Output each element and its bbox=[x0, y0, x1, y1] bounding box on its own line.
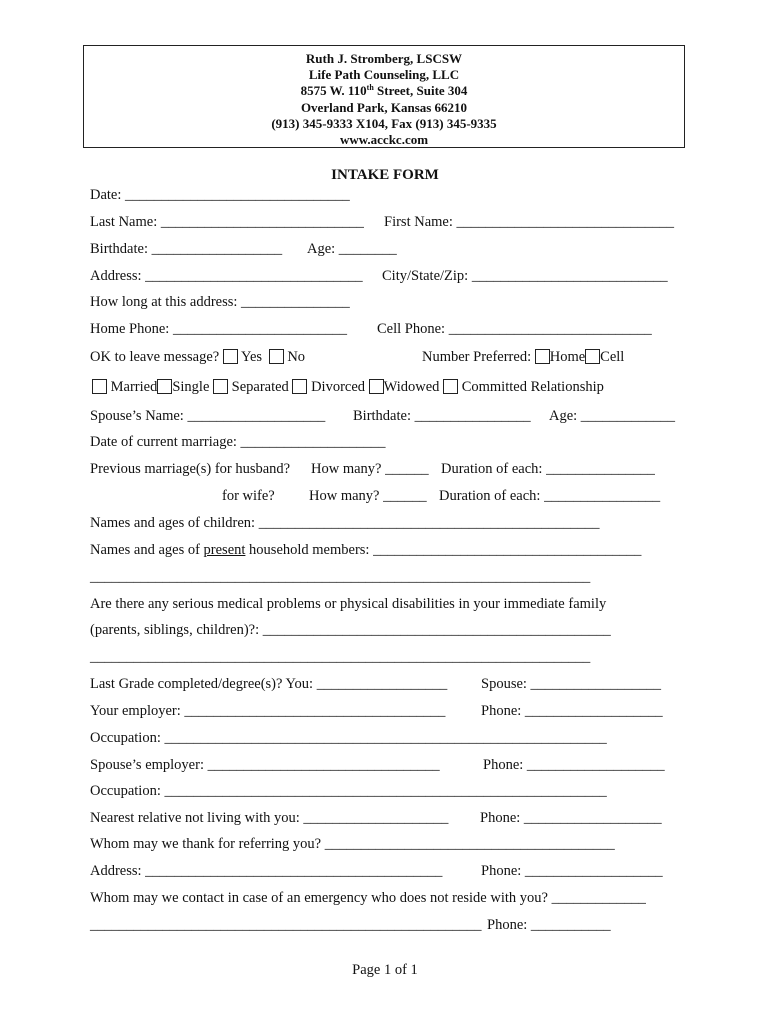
address-field[interactable]: Address: ______________________________ bbox=[90, 268, 363, 284]
first-name-field[interactable]: First Name: ______________________________ bbox=[384, 214, 674, 230]
committed-checkbox[interactable] bbox=[443, 379, 458, 394]
for-wife-label: for wife? bbox=[222, 488, 275, 504]
spouse-occupation-field[interactable]: Occupation: _____________________________________________________________ bbox=[90, 783, 607, 799]
website: www.acckc.com bbox=[339, 132, 429, 148]
nearest-relative-field[interactable]: Nearest relative not living with you: ____________________ bbox=[90, 810, 449, 826]
phone-fax: (913) 345-9333 X104, Fax (913) 345-9335 bbox=[271, 115, 497, 131]
no-checkbox[interactable] bbox=[269, 349, 284, 364]
last-name-field[interactable]: Last Name: ____________________________ bbox=[90, 214, 364, 230]
birthdate-field[interactable]: Birthdate: __________________ bbox=[90, 241, 283, 257]
how-long-field[interactable]: How long at this address: _______________ bbox=[90, 294, 350, 310]
spouse-grade-field[interactable]: Spouse: __________________ bbox=[481, 676, 662, 692]
home-phone-field[interactable]: Home Phone: ________________________ bbox=[90, 321, 347, 337]
street-address: 8575 W. 110th Street, Suite 304 bbox=[300, 83, 468, 99]
number-preferred: Number Preferred: Home Cell bbox=[422, 349, 625, 365]
yes-checkbox[interactable] bbox=[223, 349, 238, 364]
medical-blank-line[interactable]: _____________________________________________________________________ bbox=[90, 649, 591, 665]
husband-duration-field[interactable]: Duration of each: _______________ bbox=[441, 461, 655, 477]
emergency-phone-field[interactable]: Phone: ___________ bbox=[487, 917, 611, 933]
cell-phone-field[interactable]: Cell Phone: ____________________________ bbox=[377, 321, 652, 337]
wife-duration-field[interactable]: Duration of each: ________________ bbox=[439, 488, 661, 504]
single-checkbox[interactable] bbox=[157, 379, 172, 394]
spouse-name-field[interactable]: Spouse’s Name: ___________________ bbox=[90, 408, 326, 424]
emergency-blank-line[interactable]: ______________________________________________________ bbox=[90, 917, 482, 933]
occupation-field[interactable]: Occupation: _____________________________________________________________ bbox=[90, 730, 607, 746]
home-checkbox[interactable] bbox=[535, 349, 550, 364]
date-marriage-field[interactable]: Date of current marriage: ____________________ bbox=[90, 434, 386, 450]
company-name: Life Path Counseling, LLC bbox=[308, 67, 460, 83]
employer-phone-field[interactable]: Phone: ___________________ bbox=[481, 703, 663, 719]
page-number: Page 1 of 1 bbox=[352, 962, 418, 978]
widowed-checkbox[interactable] bbox=[369, 379, 384, 394]
grade-field[interactable]: Last Grade completed/degree(s)? You: __________________ bbox=[90, 676, 448, 692]
age-field[interactable]: Age: ________ bbox=[307, 241, 397, 257]
spouse-birthdate-field[interactable]: Birthdate: ________________ bbox=[353, 408, 531, 424]
emergency-contact-field[interactable]: Whom may we contact in case of an emergency who does not reside with you? _____________ bbox=[90, 890, 646, 906]
practice-header bbox=[83, 45, 685, 148]
wife-how-many-field[interactable]: How many? ______ bbox=[309, 488, 427, 504]
practitioner-name: Ruth J. Stromberg, LSCSW bbox=[305, 51, 463, 66]
husband-how-many-field[interactable]: How many? ______ bbox=[311, 461, 429, 477]
household-blank-line[interactable]: _____________________________________________________________________ bbox=[90, 569, 591, 585]
divorced-checkbox[interactable] bbox=[292, 379, 307, 394]
ok-to-leave-message: OK to leave message? Yes No bbox=[90, 349, 306, 365]
medical-field[interactable]: (parents, siblings, children)?: ________________________________________________ bbox=[90, 622, 611, 638]
nearest-relative-phone-field[interactable]: Phone: ___________________ bbox=[480, 810, 662, 826]
spouse-age-field[interactable]: Age: _____________ bbox=[549, 408, 676, 424]
date-field[interactable]: Date: _______________________________ bbox=[90, 187, 350, 203]
employer-field[interactable]: Your employer: ____________________________________ bbox=[90, 703, 446, 719]
cell-checkbox[interactable] bbox=[585, 349, 600, 364]
referral-phone-field[interactable]: Phone: ___________________ bbox=[481, 863, 663, 879]
referral-field[interactable]: Whom may we thank for referring you? ________________________________________ bbox=[90, 836, 615, 852]
prev-marriage-husband-label: Previous marriage(s) for husband? bbox=[90, 461, 291, 477]
children-field[interactable]: Names and ages of children: _______________________________________________ bbox=[90, 515, 600, 531]
separated-checkbox[interactable] bbox=[213, 379, 228, 394]
city-address: Overland Park, Kansas 66210 bbox=[300, 99, 468, 115]
spouse-employer-field[interactable]: Spouse’s employer: ________________________________ bbox=[90, 757, 440, 773]
marital-status: Married Single Separated Divorced Widowed Committed Relationship bbox=[92, 378, 604, 396]
married-checkbox[interactable] bbox=[92, 379, 107, 394]
medical-question: Are there any serious medical problems or physical disabilities in your immediate family bbox=[90, 596, 607, 612]
form-title: INTAKE FORM bbox=[331, 167, 439, 183]
referral-address-field[interactable]: Address: _________________________________________ bbox=[90, 863, 443, 879]
city-state-zip-field[interactable]: City/State/Zip: ___________________________ bbox=[382, 268, 668, 284]
household-field[interactable]: Names and ages of present household members: _____________________________________ bbox=[90, 542, 642, 558]
spouse-employer-phone-field[interactable]: Phone: ___________________ bbox=[483, 757, 665, 773]
